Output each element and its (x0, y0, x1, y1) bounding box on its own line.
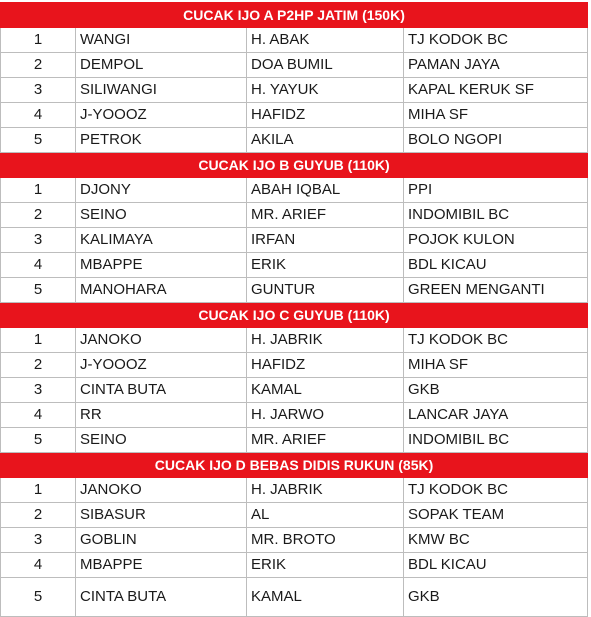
owner-cell: ERIK (247, 553, 404, 578)
team-cell: INDOMIBIL BC (404, 428, 588, 453)
table-row (1, 478, 588, 503)
table-row (1, 203, 588, 228)
team-cell: TJ KODOK BC (404, 478, 588, 503)
bird-name-cell: SEINO (76, 203, 247, 228)
owner-cell: MR. ARIEF (247, 203, 404, 228)
team-cell: TJ KODOK BC (404, 28, 588, 53)
rank-cell: 1 (1, 328, 76, 353)
owner-cell: H. JABRIK (247, 328, 404, 353)
owner-cell: MR. BROTO (247, 528, 404, 553)
owner-cell: H. YAYUK (247, 78, 404, 103)
team-cell: TJ KODOK BC (404, 328, 588, 353)
table-row (1, 178, 588, 203)
bird-name-cell: MBAPPE (76, 553, 247, 578)
table-row (1, 128, 588, 153)
team-cell: KAPAL KERUK SF (404, 78, 588, 103)
team-cell: BDL KICAU (404, 253, 588, 278)
table-row (1, 578, 588, 617)
owner-cell: AL (247, 503, 404, 528)
table-row (1, 403, 588, 428)
table-row (1, 53, 588, 78)
rank-cell: 3 (1, 228, 76, 253)
bird-name-cell: SIBASUR (76, 503, 247, 528)
bird-name-cell: WANGI (76, 28, 247, 53)
rank-cell: 4 (1, 553, 76, 578)
rank-cell: 2 (1, 53, 76, 78)
table-row (1, 328, 588, 353)
table-row (1, 78, 588, 103)
owner-cell: ERIK (247, 253, 404, 278)
table-row (1, 428, 588, 453)
bird-name-cell: GOBLIN (76, 528, 247, 553)
table-row (1, 103, 588, 128)
rank-cell: 4 (1, 403, 76, 428)
table-row (1, 278, 588, 303)
class-title: CUCAK IJO C GUYUB (110K) (1, 303, 588, 328)
owner-cell: H. JABRIK (247, 478, 404, 503)
table-row (1, 528, 588, 553)
team-cell: MIHA SF (404, 103, 588, 128)
rank-cell: 5 (1, 128, 76, 153)
team-cell: POJOK KULON (404, 228, 588, 253)
table-row (1, 28, 588, 53)
results-table (0, 2, 588, 617)
owner-cell: H. JARWO (247, 403, 404, 428)
owner-cell: IRFAN (247, 228, 404, 253)
owner-cell: KAMAL (247, 578, 404, 617)
rank-cell: 3 (1, 378, 76, 403)
class-header-row (1, 3, 588, 28)
bird-name-cell: DEMPOL (76, 53, 247, 78)
class-title: CUCAK IJO A P2HP JATIM (150K) (1, 3, 588, 28)
owner-cell: GUNTUR (247, 278, 404, 303)
team-cell: KMW BC (404, 528, 588, 553)
owner-cell: H. ABAK (247, 28, 404, 53)
team-cell: PPI (404, 178, 588, 203)
table-row (1, 378, 588, 403)
team-cell: INDOMIBIL BC (404, 203, 588, 228)
rank-cell: 5 (1, 428, 76, 453)
team-cell: BOLO NGOPI (404, 128, 588, 153)
rank-cell: 1 (1, 178, 76, 203)
bird-name-cell: SILIWANGI (76, 78, 247, 103)
bird-name-cell: J-YOOOZ (76, 103, 247, 128)
owner-cell: HAFIDZ (247, 103, 404, 128)
team-cell: BDL KICAU (404, 553, 588, 578)
class-header-row (1, 303, 588, 328)
rank-cell: 2 (1, 203, 76, 228)
table-row (1, 503, 588, 528)
owner-cell: HAFIDZ (247, 353, 404, 378)
bird-name-cell: JANOKO (76, 328, 247, 353)
team-cell: GREEN MENGANTI (404, 278, 588, 303)
team-cell: MIHA SF (404, 353, 588, 378)
rank-cell: 3 (1, 78, 76, 103)
bird-name-cell: MBAPPE (76, 253, 247, 278)
owner-cell: MR. ARIEF (247, 428, 404, 453)
rank-cell: 5 (1, 578, 76, 617)
owner-cell: DOA BUMIL (247, 53, 404, 78)
bird-name-cell: SEINO (76, 428, 247, 453)
bird-name-cell: CINTA BUTA (76, 378, 247, 403)
class-header-row (1, 153, 588, 178)
bird-name-cell: CINTA BUTA (76, 578, 247, 617)
rank-cell: 1 (1, 28, 76, 53)
class-header-row (1, 453, 588, 478)
team-cell: GKB (404, 378, 588, 403)
bird-name-cell: JANOKO (76, 478, 247, 503)
rank-cell: 4 (1, 253, 76, 278)
bird-name-cell: RR (76, 403, 247, 428)
bird-name-cell: MANOHARA (76, 278, 247, 303)
results-table-body (1, 3, 588, 617)
rank-cell: 2 (1, 503, 76, 528)
team-cell: SOPAK TEAM (404, 503, 588, 528)
rank-cell: 5 (1, 278, 76, 303)
team-cell: PAMAN JAYA (404, 53, 588, 78)
rank-cell: 1 (1, 478, 76, 503)
rank-cell: 4 (1, 103, 76, 128)
rank-cell: 3 (1, 528, 76, 553)
bird-name-cell: KALIMAYA (76, 228, 247, 253)
bird-name-cell: DJONY (76, 178, 247, 203)
rank-cell: 2 (1, 353, 76, 378)
owner-cell: KAMAL (247, 378, 404, 403)
bird-name-cell: J-YOOOZ (76, 353, 247, 378)
table-row (1, 353, 588, 378)
owner-cell: ABAH IQBAL (247, 178, 404, 203)
table-row (1, 228, 588, 253)
bird-name-cell: PETROK (76, 128, 247, 153)
team-cell: LANCAR JAYA (404, 403, 588, 428)
class-title: CUCAK IJO B GUYUB (110K) (1, 153, 588, 178)
class-title: CUCAK IJO D BEBAS DIDIS RUKUN (85K) (1, 453, 588, 478)
team-cell: GKB (404, 578, 588, 617)
table-row (1, 553, 588, 578)
table-row (1, 253, 588, 278)
owner-cell: AKILA (247, 128, 404, 153)
